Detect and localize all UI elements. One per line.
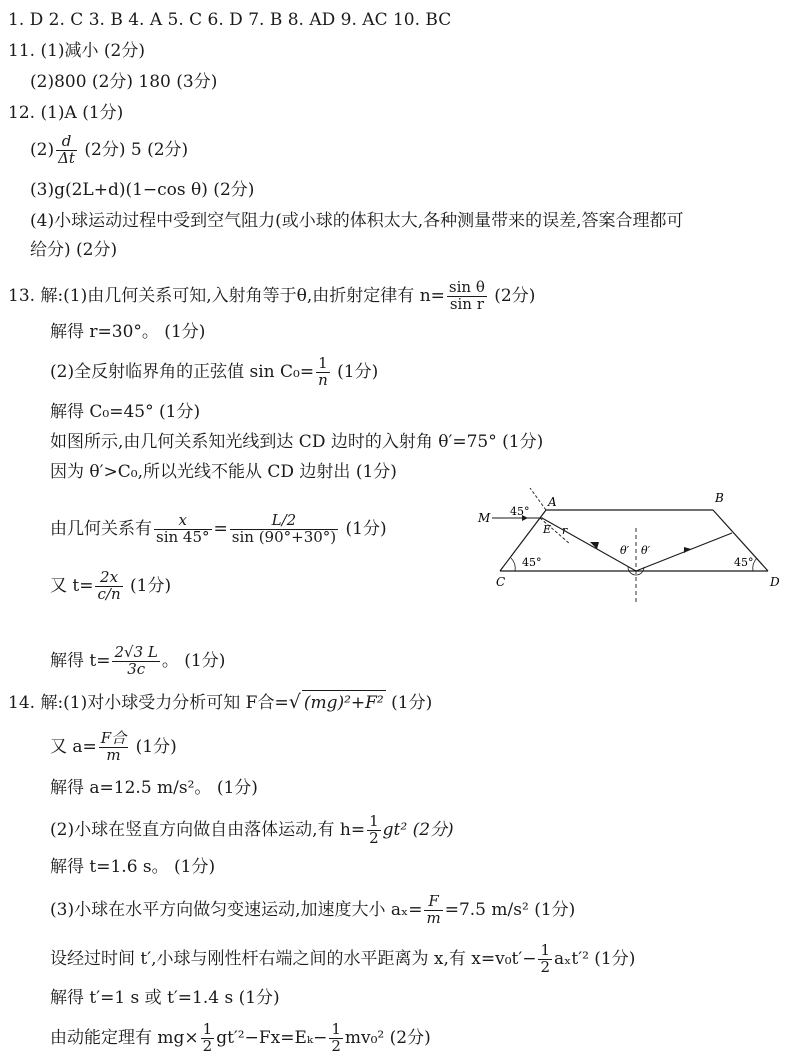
q13-step2: 解得 r=30°。 (1分) [50,322,206,342]
q14-step2: 又 a= $\frac{\text{F合}}{m}$ (1分) [50,729,177,764]
q14-step4: (2)小球在竖直方向做自由落体运动,有 h= $\frac{1}{2}$ gt² (2分) [50,812,454,847]
prism-diagram [470,478,790,618]
q14-step6: (3)小球在水平方向做匀变速运动,加速度大小 aₓ= $\frac{F}{m}$ =7.5 m/s² (1分) [50,892,576,927]
label-A: A [548,495,557,509]
q13-step1: 13. 解:(1)由几何关系可知,入射角等于θ,由折射定律有 n= $\frac{\text{sin θ}}{\text{sin r}}$ (2分) [8,278,536,313]
q11-part1: 11. (1)减小 (2分) [8,41,146,61]
choice-answers: 1. D 2. C 3. B 4. A 5. C 6. D 7. B 8. AD 9. AC 10. BC [8,10,452,30]
q13-step6: 因为 θ′>C₀,所以光线不能从 CD 边射出 (1分) [50,462,397,482]
label-M: M [478,511,491,525]
label-E: E [543,523,552,536]
label-angle-left: 45° [522,556,542,569]
label-D: D [770,575,780,589]
q14-step3: 解得 a=12.5 m/s²。 (1分) [50,778,258,798]
label-B: B [715,491,724,505]
q14-step8: 解得 t′=1 s 或 t′=1.4 s (1分) [50,988,280,1008]
q12-part2: (2) $\frac{d}{\Delta t}$ (2分) 5 (2分) [30,132,189,167]
arc-left [511,558,515,571]
q13-step3: (2)全反射临界角的正弦值 sin C₀= $\frac{1}{n}$ (1分) [50,354,379,389]
q13-step8: 又 t= $\frac{2x}{c/n}$ (1分) [50,568,172,603]
label-angle-right: 45° [734,556,754,569]
q12-part3: (3)g(2L+d)(1−cos θ) (2分) [30,180,255,200]
label-C: C [496,575,506,589]
q12-part4-line2: 给分) (2分) [30,240,118,260]
label-angle-top: 45° [510,505,530,518]
normal-top [530,488,546,510]
q14-step7: 设经过时间 t′,小球与刚性杆右端之间的水平距离为 x,有 x=v₀t′− $\frac{1}{2}$ aₓt′² (1分) [50,941,636,976]
q13-step7: 由几何关系有 $\frac{x}{\sin 45^\circ}$ = $\frac{L/2}{\sin (90^\circ+30^\circ)}$ (1分) [50,511,387,546]
label-r: r [562,524,568,537]
label-theta-right: θ′ [641,544,651,557]
q14-step5: 解得 t=1.6 s。 (1分) [50,857,216,877]
label-theta-left: θ′ [620,544,630,557]
q12-part4-line1: (4)小球运动过程中受到空气阻力(或小球的体积太大,各种测量带来的误差,答案合理都可 [30,211,684,231]
q13-step5: 如图所示,由几何关系知光线到达 CD 边时的入射角 θ′=75° (1分) [50,432,544,452]
q13-step4: 解得 C₀=45° (1分) [50,402,201,422]
q12-part1: 12. (1)A (1分) [8,103,124,123]
fraction-d-over-dt: $\frac{d}{\Delta t}$ [58,132,75,167]
q14-step9: 由动能定理有 mg× $\frac{1}{2}$ gt′²−Fx=Eₖ− $\frac{1}{2}$ mv₀² (2分) [50,1020,431,1055]
q11-part2: (2)800 (2分) 180 (3分) [30,72,218,92]
q13-step9: 解得 t= $\frac{2√3 L}{3c}$ 。 (1分) [50,643,226,678]
q14-step1: 14. 解:(1)对小球受力分析可知 F合=√ (mg)²+F² (1分) [8,691,433,713]
